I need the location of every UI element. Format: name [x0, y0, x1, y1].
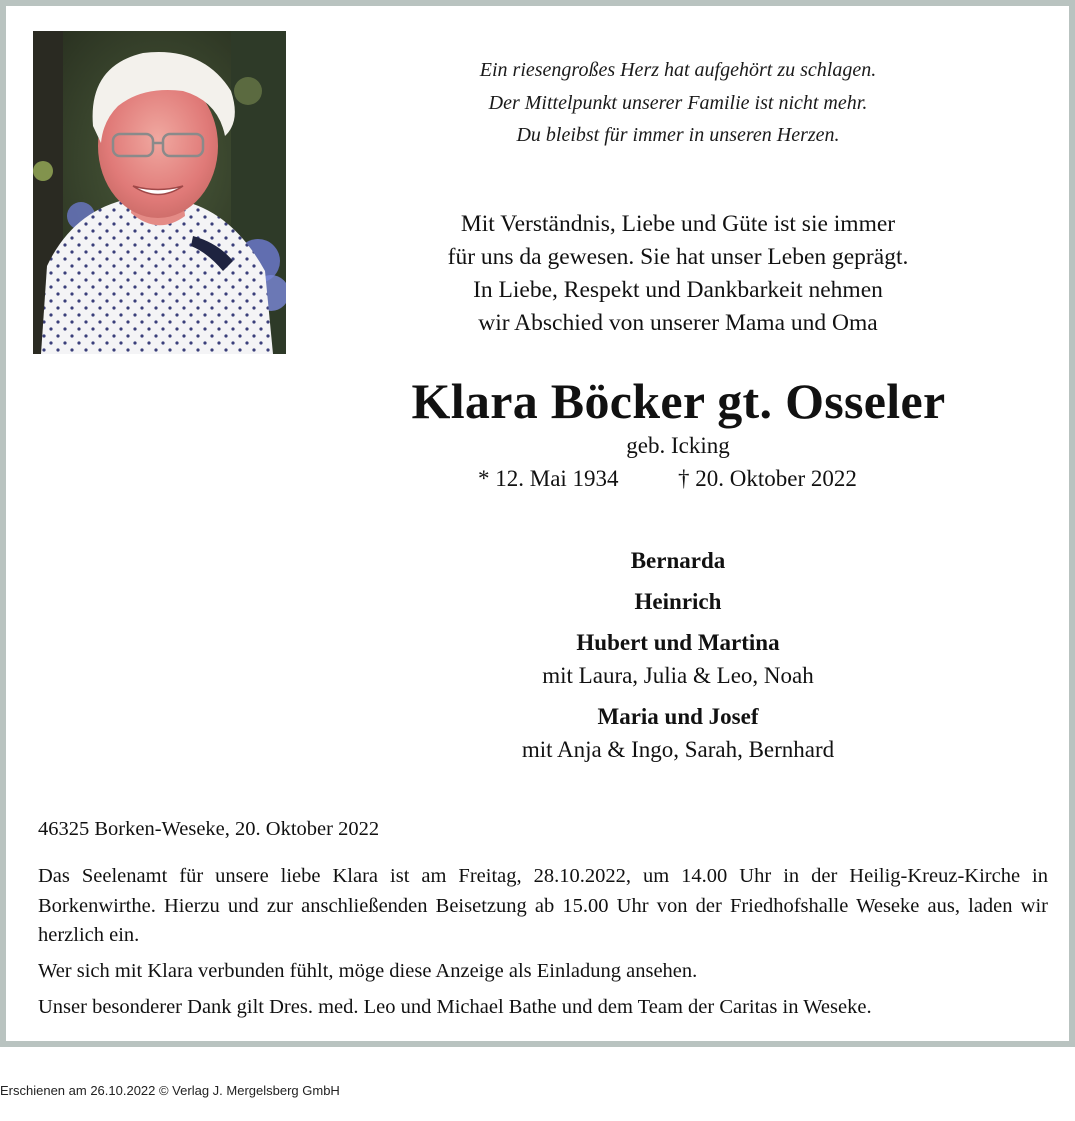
deceased-name: Klara Böcker gt. Osseler — [411, 373, 946, 429]
verse-line: Der Mittelpunkt unserer Familie ist nicht mehr. — [488, 91, 868, 114]
paragraph-line: für uns da gewesen. Sie hat unser Leben geprägt. — [447, 244, 909, 270]
verse — [378, 54, 978, 152]
invitation-text: Wer sich mit Klara verbunden fühlt, möge diese Anzeige als Einladung ansehen. — [38, 960, 698, 982]
paragraph-line: In Liebe, Respekt und Dankbarkeit nehmen — [473, 277, 883, 303]
place-date: 46325 Borken-Weseke, 20. Oktober 2022 — [38, 818, 380, 840]
family-member: Hubert und Martina — [576, 630, 780, 655]
thanks-text: Unser besonderer Dank gilt Dres. med. Leo und Michael Bathe und dem Team der Caritas in Weseke. — [38, 996, 872, 1018]
paragraph-line: Mit Verständnis, Liebe und Güte ist sie immer — [460, 211, 896, 237]
birth-name: geb. Icking — [626, 433, 730, 458]
verse-line: Ein riesengroßes Herz hat aufgehört zu schlagen. — [479, 59, 877, 81]
family-member: Bernarda — [630, 548, 726, 573]
birth-date: * 12. Mai 1934 — [478, 466, 619, 491]
publication-footer: Erschienen am 26.10.2022 © Verlag J. Mergelsberg GmbH — [0, 1083, 340, 1098]
family-member: Heinrich — [634, 589, 722, 614]
paragraph-line: wir Abschied von unserer Mama und Oma — [478, 310, 878, 336]
portrait-photo — [33, 31, 286, 354]
farewell-paragraph — [378, 208, 978, 340]
family-list — [378, 544, 978, 766]
life-dates — [378, 466, 978, 500]
verse-line: Du bleibst für immer in unseren Herzen. — [516, 124, 840, 146]
service-text: Das Seelenamt für unsere liebe Klara ist am Freitag, 28.10.2022, um 14.00 Uhr in der Heilig-Kreuz-Kirche in Borkenwirthe. Hierzu und zur anschließenden Beisetzung ab 15.00 Uhr von der Friedhofshalle Weseke aus, laden wir herzlich ein. — [38, 865, 1048, 946]
family-member-children: mit Laura, Julia & Leo, Noah — [542, 663, 814, 688]
family-member: Maria und Josef — [597, 704, 759, 729]
portrait-image — [33, 31, 286, 354]
family-member-children: mit Anja & Ingo, Sarah, Bernhard — [521, 737, 835, 762]
death-date: † 20. Oktober 2022 — [678, 466, 857, 491]
